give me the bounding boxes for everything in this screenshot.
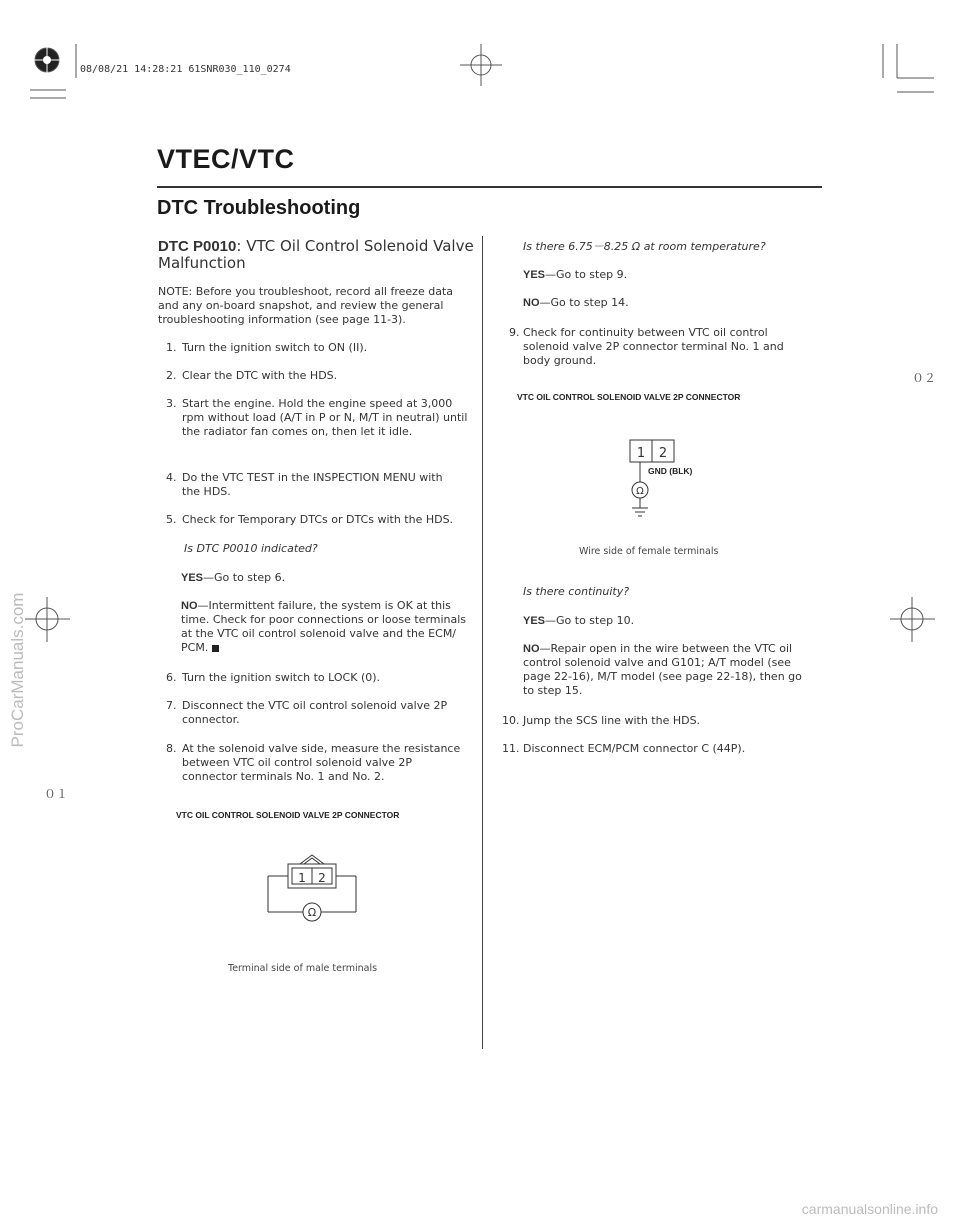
step-number: 3. xyxy=(166,397,177,410)
question-resistance: Is there 6.75－8.25 Ω at room temperature? xyxy=(523,240,766,253)
step-text: Disconnect the VTC oil control solenoid valve 2P connector. xyxy=(182,699,448,726)
step-number: 5. xyxy=(166,513,177,526)
step-text: Start the engine. Hold the engine speed at 3,000 rpm without load (A/T in P or N, M/T in neutral) until the radiator fan comes on, then let it idle. xyxy=(182,397,468,438)
margin-code-left: ０１ xyxy=(44,787,69,801)
margin-code-right: ０２ xyxy=(912,371,937,385)
step-number: 8. xyxy=(166,742,177,755)
yes-answer-2: YES—Go to step 9. xyxy=(523,268,628,281)
connector-diagram-female xyxy=(610,432,730,522)
step-text: Do the VTC TEST in the INSPECTION MENU with the HDS. xyxy=(182,471,443,498)
step-number: 10. xyxy=(502,714,520,727)
print-stamp: 08/08/21 14:28:21 61SNR030_110_0274 xyxy=(80,64,291,75)
yes-answer-1: YES—Go to step 6. xyxy=(181,571,286,584)
section-title: VTEC/VTC xyxy=(157,144,295,174)
side-watermark-text: ProCarManuals.com xyxy=(8,592,27,748)
step-number: 4. xyxy=(166,471,177,484)
yes-text: Go to step 10. xyxy=(556,614,635,627)
end-mark-icon xyxy=(212,645,219,652)
step-text: Check for continuity between VTC oil control solenoid valve 2P connector terminal No. 1 and body ground. xyxy=(523,326,784,367)
figure2-subcaption: Wire side of female terminals xyxy=(579,546,719,557)
no-text: Go to step 14. xyxy=(550,296,629,309)
dtc-code: DTC P0010 xyxy=(158,238,237,255)
side-watermark xyxy=(0,550,40,790)
no-answer-3: NO—Repair open in the wire between the VTC oil control solenoid valve and G101; A/T model (see page 22-16), M/T model (see page 22-18), then go to step 15. xyxy=(523,642,802,697)
figure1-caption: VTC OIL CONTROL SOLENOID VALVE 2P CONNECTOR xyxy=(176,810,400,820)
step-text: Disconnect ECM/PCM connector C (44P). xyxy=(523,742,746,755)
no-answer-2: NO—Go to step 14. xyxy=(523,296,629,309)
column-divider xyxy=(482,236,483,1049)
subsection-title: DTC Troubleshooting xyxy=(157,197,361,219)
yes-text: Go to step 9. xyxy=(556,268,628,281)
terminal-1-label: 1 xyxy=(636,446,646,461)
footer-watermark: carmanualsonline.info xyxy=(801,1201,938,1217)
step-number: 9. xyxy=(509,326,520,339)
no-label: NO xyxy=(523,297,540,309)
note-text: NOTE: Before you troubleshoot, record all freeze data and any on-board snapshot, and review the general troubleshooting information (see page 11-3). xyxy=(158,285,453,326)
figure2-caption: VTC OIL CONTROL SOLENOID VALVE 2P CONNECTOR xyxy=(517,392,741,402)
step-text: Turn the ignition switch to ON (II). xyxy=(182,341,368,354)
step-number: 2. xyxy=(166,369,177,382)
step-number: 11. xyxy=(502,742,520,755)
step-text: Turn the ignition switch to LOCK (0). xyxy=(182,671,381,684)
terminal-2-label: 2 xyxy=(318,871,326,885)
step-text: Check for Temporary DTCs or DTCs with the HDS. xyxy=(182,513,454,526)
terminal-2-label: 2 xyxy=(658,446,668,461)
step-text: Jump the SCS line with the HDS. xyxy=(523,714,701,727)
no-label: NO xyxy=(181,600,198,612)
header-rule xyxy=(157,186,822,188)
step-number: 7. xyxy=(166,699,177,712)
yes-label: YES xyxy=(523,269,546,281)
step-text: At the solenoid valve side, measure the resistance between VTC oil control solenoid valve 2P connector terminals No. 1 and No. 2. xyxy=(182,742,461,783)
yes-answer-3: YES—Go to step 10. xyxy=(523,614,635,627)
yes-text: Go to step 6. xyxy=(214,571,286,584)
step-number: 1. xyxy=(166,341,177,354)
wire-label: GND (BLK) xyxy=(648,466,693,476)
question-dtc-indicated: Is DTC P0010 indicated? xyxy=(184,542,318,555)
ohmmeter-icon: Ω xyxy=(307,906,317,919)
no-text: Repair open in the wire between the VTC oil control solenoid valve and G101; A/T model (see page 22-16), M/T model (see page 22-18), then go to step 15. xyxy=(523,642,802,697)
question-continuity: Is there continuity? xyxy=(523,585,630,598)
no-label: NO xyxy=(523,643,540,655)
step-number: 6. xyxy=(166,671,177,684)
terminal-1-label: 1 xyxy=(298,871,306,885)
connector-diagram-male xyxy=(262,852,362,922)
no-text: Intermittent failure, the system is OK at this time. Check for poor connections or loose terminals at the VTC oil control solenoid valve and the ECM/ PCM. xyxy=(181,599,467,654)
no-answer-1: NO—Intermittent failure, the system is OK at this time. Check for poor connections or loose terminals at the VTC oil control solenoid valve and the ECM/ PCM. xyxy=(181,599,467,654)
figure1-subcaption: Terminal side of male terminals xyxy=(228,963,378,974)
step-text: Clear the DTC with the HDS. xyxy=(182,369,338,382)
dtc-heading xyxy=(158,238,478,271)
ohmmeter-icon: Ω xyxy=(636,486,644,497)
yes-label: YES xyxy=(181,572,204,584)
yes-label: YES xyxy=(523,615,546,627)
dtc-name: : VTC Oil Control Solenoid Valve Malfunction xyxy=(158,237,474,272)
